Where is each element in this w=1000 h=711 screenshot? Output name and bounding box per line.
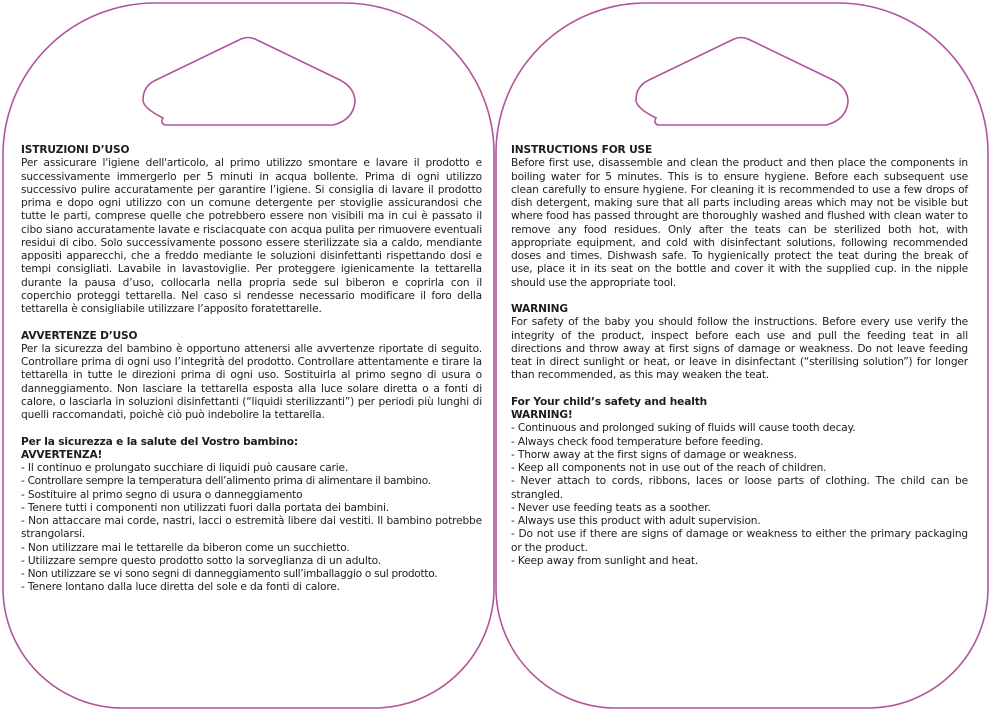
right-hanger-hole-icon [636, 38, 848, 126]
warnings-heading-it: AVVERTENZE D’USO [21, 329, 138, 342]
instructions-body-en: Before first use, disassemble and clean the product and then place the components in boiling water for 5 minutes. This is to ensure hygiene. Before each subsequent use clean carefully to ensure hygiene. For cleaning it is recommended to use a few drops of dish detergent, making sure that all parts including areas which may not be visible but where food has passed throught are thoroughly washed and flushed with clean water to remove any food residues. Only after the teats can be sterilized both hot, with appropriate equipment, and cold with disinfectant solutions, following recommended doses and times. Dishwash safe. To hygienically protect the teat during the break of use, place it in its seat on the bottle and cover it with the supplied cup. in the nipple should use the appropriate tool. [511, 157, 968, 289]
safety-list-en [511, 422, 968, 568]
list-item: - Sostituire al primo segno di usura o danneggiamento [21, 488, 303, 501]
safety-section-en [511, 396, 968, 568]
instructions-heading-en: INSTRUCTIONS FOR USE [511, 144, 653, 156]
safety-heading-it: Per la sicurezza e la salute del Vostro bambino: [21, 435, 298, 448]
list-item: - Tenere tutti i componenti non utilizzati fuori dalla portata dei bambini. [21, 501, 390, 514]
warnings-section-it [21, 330, 482, 423]
list-item: - Keep away from sunlight and heat. [511, 554, 699, 567]
instructions-heading-it: ISTRUZIONI D’USO [21, 144, 130, 156]
list-item: - Always check food temperature before feeding. [511, 435, 764, 448]
safety-list-it [21, 462, 482, 595]
instructions-body-it: Per assicurare l'igiene dell'articolo, al primo utilizzo smontare e lavare il prodotto e successivamente immergerlo per 5 minuti in acqua bollente. Prima di ogni utilizzo successivo pulire accuratamente per garantire l’igiene. Si consiglia di lavare il prodotto prima e dopo ogni utilizzo con un comune detergente per stoviglie assicurandosi che tutte le parti, comprese quelle che potrebbero essere non visibili ma in cui è passato il cibo siano accuratamente lavate e risciacquate con acqua pulita per rimuovere eventuali residui di cibo. Solo successivamente possono essere sterilizzate sia a caldo, mendiante appositi apparecchi, che a freddo mediante le soluzioni disinfettanti rispettando dosi e tempi consigliati. Lavabile in lavastoviglie. Per proteggere igienicamente la tettarella durante la pausa d’uso, collocarla nella propria sede sul biberon e coprirla con il coperchio proteggi tettarella. Nel caso si rendesse necessario modificare il foro della tettarella è consigliabile utilizzare l’apposito foratettarelle. [21, 157, 482, 315]
list-item: - Never use feeding teats as a soother. [511, 501, 711, 514]
instructions-section-en [511, 144, 968, 290]
english-panel [511, 144, 968, 581]
warnings-heading-en: WARNING [511, 303, 568, 315]
list-item: - Non utilizzare mai le tettarelle da biberon come un succhietto. [21, 541, 350, 554]
list-item: - Tenere lontano dalla luce diretta del sole e da fonti di calore. [21, 581, 340, 594]
left-hanger-hole-icon [143, 38, 355, 126]
list-item: - Keep all components not in use out of the reach of children. [511, 462, 827, 474]
list-item: - Always use this product with adult supervision. [511, 515, 761, 527]
list-item: - Do not use if there are signs of damage or weakness to either the primary packaging or the product. [511, 528, 968, 554]
list-item: - Controllare sempre la temperatura dell’alimento prima di alimentare il bambino. [21, 475, 431, 488]
warnings-body-it: Per la sicurezza del bambino è opportuno attenersi alle avvertenze riportate di seguito. Controllare prima di ogni uso I’integrità del prodotto. Controllare attentamente e tirare la tettarella in tutte le direzioni prima di ogni uso. Sostituirla al primo segno di usura o danneggiamento. Non lasciare la tettarella esposta alla luce solare diretta o a fonti di calore, o lasciarla in soluzioni disinfettanti (“liquidi sterilizzanti”) per periodi più lunghi di quelli raccomandati, poichè ciò può indebolire la tettarella. [21, 342, 482, 421]
list-item: - Utilizzare sempre questo prodotto sotto la sorveglianza di un adulto. [21, 554, 382, 567]
list-item: - Thorw away at the first signs of damage or weakness. [511, 448, 797, 461]
list-item: - Continuous and prolonged suking of fluids will cause tooth decay. [511, 422, 856, 435]
safety-subheading-it: AVVERTENZA! [21, 448, 103, 461]
instructions-section-it [21, 144, 482, 316]
list-item: - Non attaccare mai corde, nastri, lacci o estremità libere dai vestiti. Il bambino potrebbe strangolarsi. [21, 515, 482, 541]
safety-section-it [21, 436, 482, 595]
list-item: - Non utilizzare se vi sono segni di danneggiamento sull’imballaggio o sul prodotto. [21, 568, 438, 580]
safety-subheading-en: WARNING! [511, 409, 573, 421]
list-item: - Il continuo e prolungato succhiare di liquidi può causare carie. [21, 462, 349, 474]
list-item: - Never attach to cords, ribbons, laces or loose parts of clothing. The child can be strangled. [511, 475, 968, 501]
warnings-section-en [511, 303, 968, 383]
safety-heading-en: For Your child’s safety and health [511, 395, 707, 408]
warnings-body-en: For safety of the baby you should follow the instructions. Before every use verify the integrity of the product, inspect before each use and pull the feeding teat in all directions and throw away at first signs of damage or weakness. Do not leave feeding teat in direct sunlight or heat, or leave in disinfectant (“sterilising solution”) for longer than recommended, as this may weaken the teat. [511, 316, 968, 382]
italian-panel [21, 144, 482, 608]
